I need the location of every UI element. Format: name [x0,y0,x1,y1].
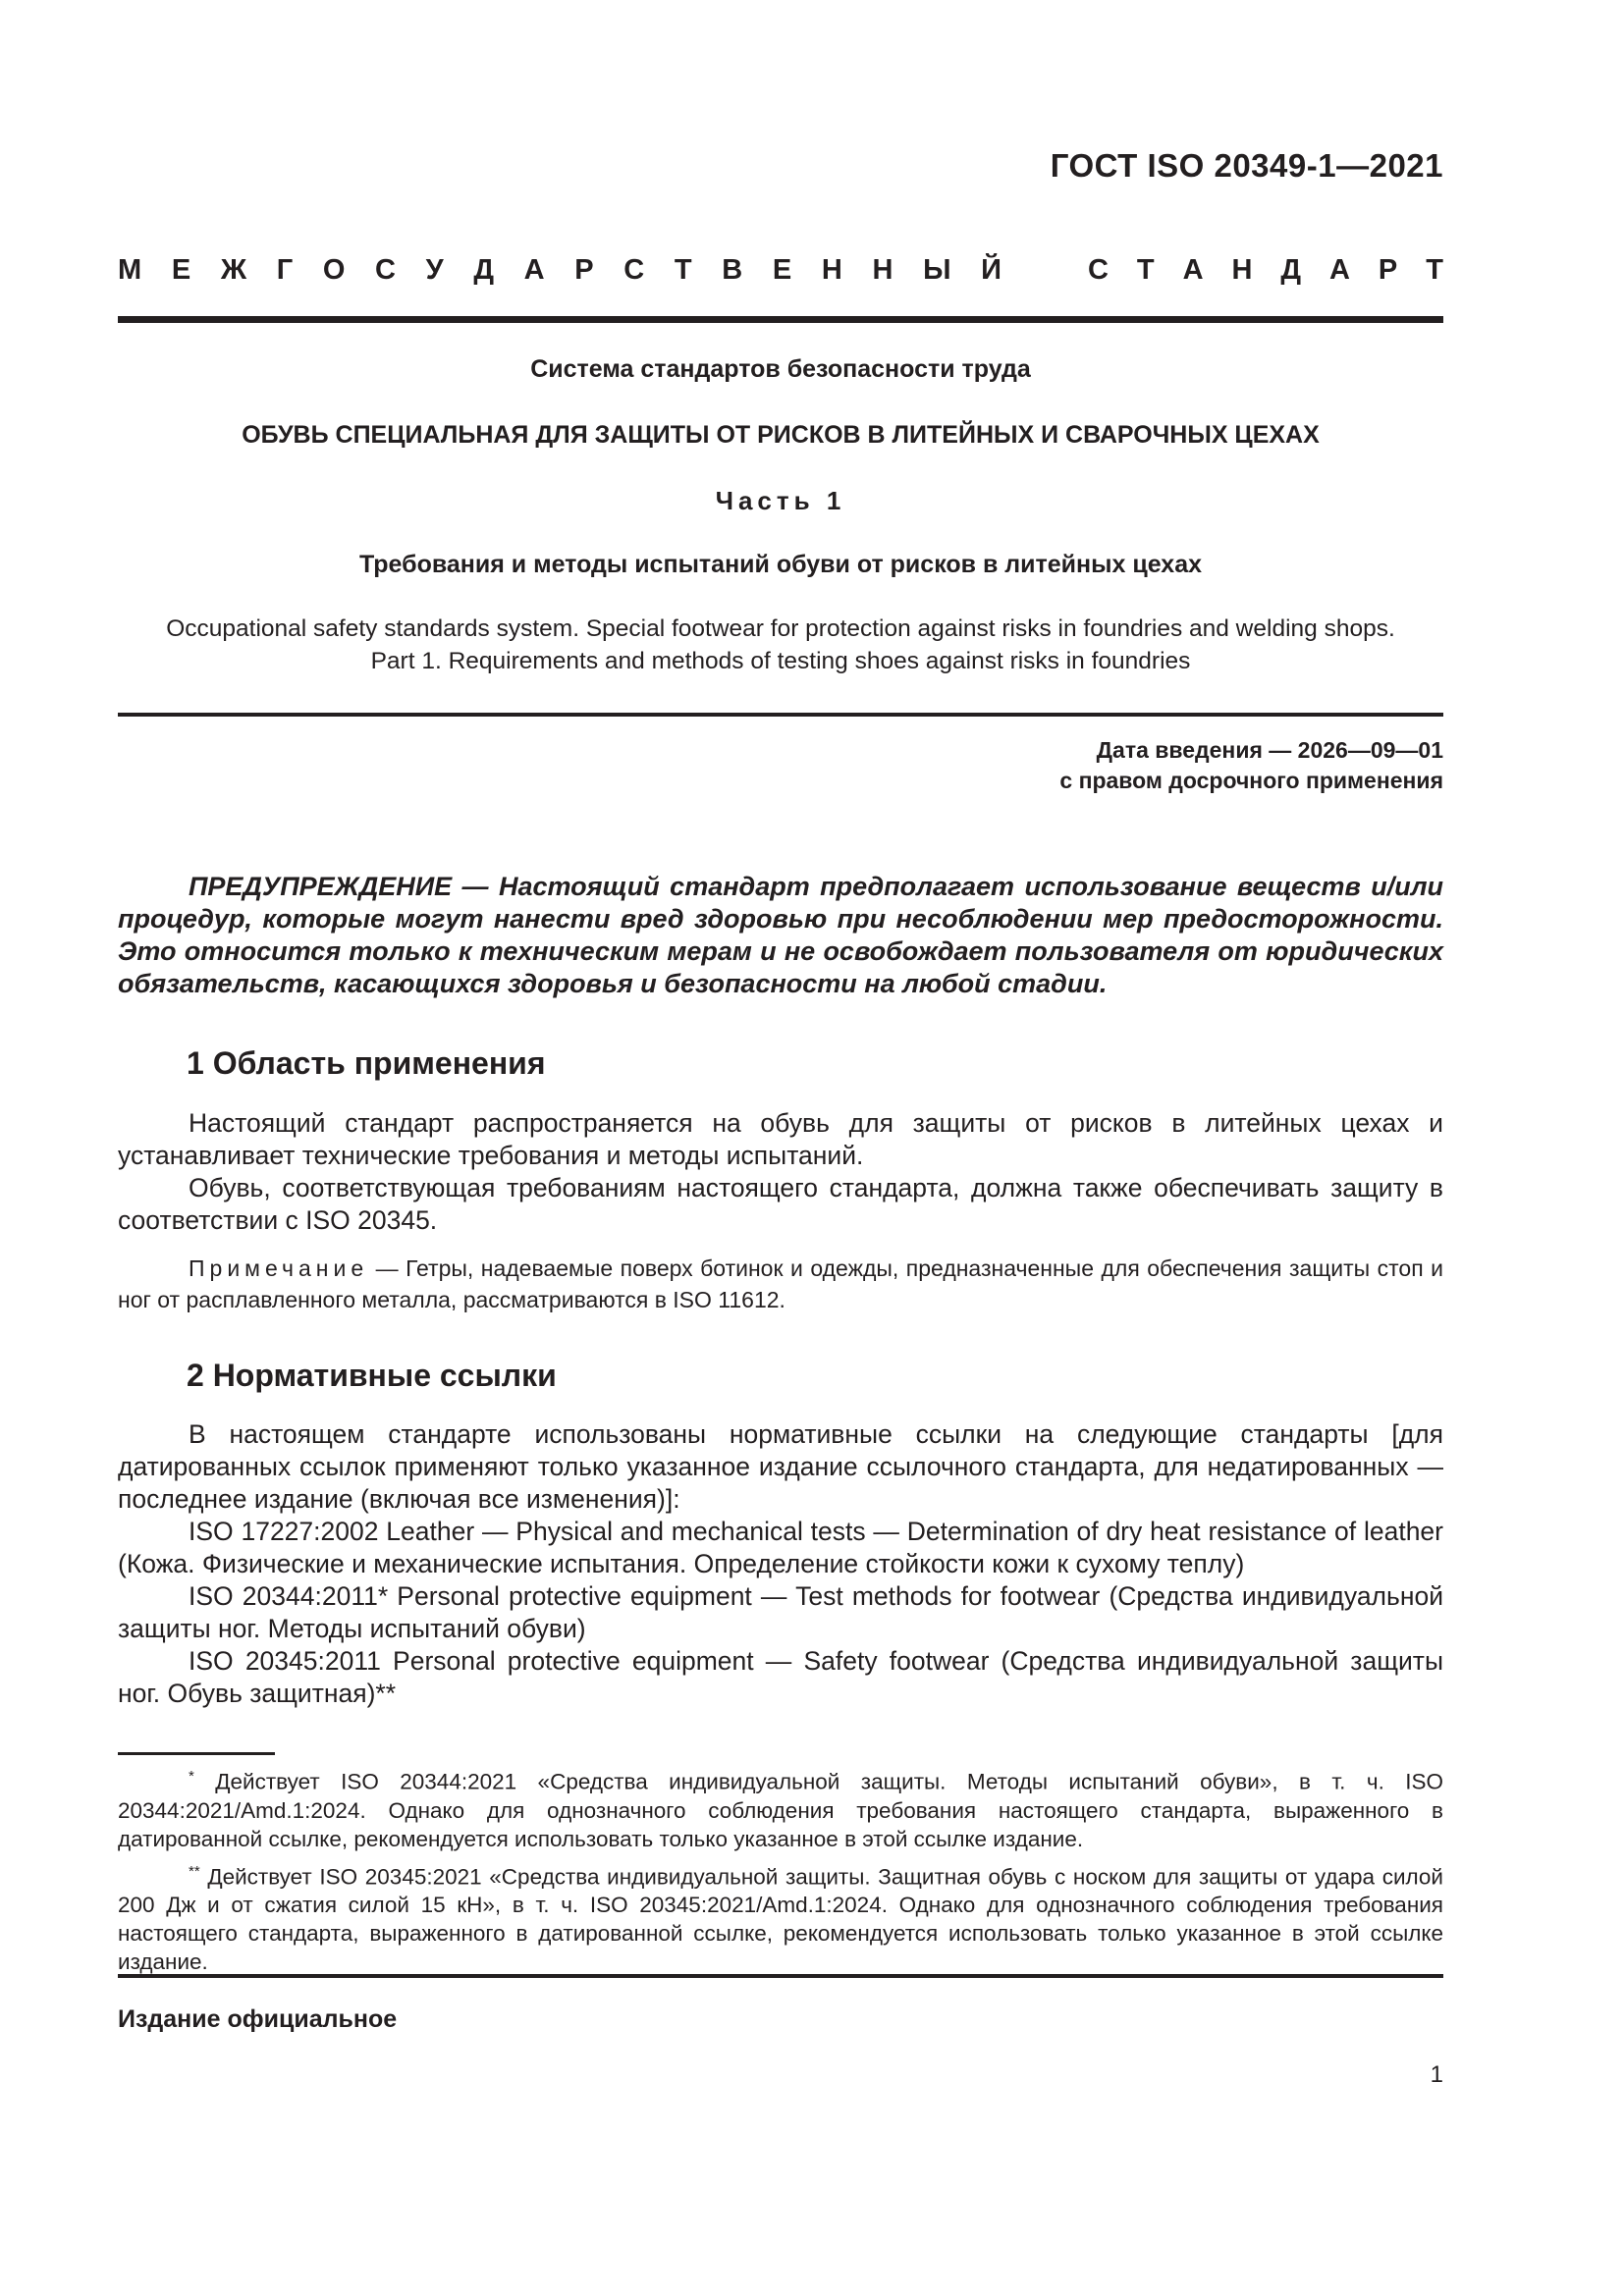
banner-letter: С [623,254,645,286]
banner-letter: Н [821,254,842,286]
section-1-paragraph-2: Обувь, соответствующая требованиям настоящего стандарта, должна также обеспечивать защиту в соответствии с ISO 20345. [118,1173,1443,1235]
banner-letter: Е [772,254,792,286]
interstate-standard-banner [118,254,1443,287]
banner-letter: Г [276,254,294,286]
banner-letter: Д [473,254,495,286]
banner-letter: Т [674,254,692,286]
banner-letter: А [1329,254,1350,286]
introduction-date-line2: с правом досрочного применения [1059,768,1443,793]
section-1-paragraph-1: Настоящий стандарт распространяется на обувь для защиты от рисков в литейных цехах и устанавливает технические требования и методы испытаний. [118,1108,1443,1170]
footnote-1-mark: * [189,1768,194,1785]
footer-rule [118,1974,1443,1978]
footnote-separator [118,1752,275,1755]
series-title: Система стандартов безопасности труда [530,355,1031,383]
english-title [118,613,1443,677]
banner-word-interstate [118,254,1001,287]
english-title-line1: Occupational safety standards system. Special footwear for protection against risks in foundries and welding shops. [166,615,1395,642]
footnote-2-text: Действует ISO 20345:2021 «Средства индивидуальной защиты. Защитная обувь с носком для защиты от удара силой 200 Дж и от сжатия силой 15 кН», в т. ч. ISO 20345:2021/Amd.1:2024. Однако для однозначного соблюдения требования настоящего стандарта, выраженного в датированной ссылке, рекомендуется использовать только указанное в этой ссылке издание. [118,1864,1443,1974]
banner-letter: С [375,254,396,286]
section-1-body [118,1107,1443,1237]
warning-paragraph: ПРЕДУПРЕЖДЕНИЕ — Настоящий стандарт предполагает использование веществ и/или процедур, которые могут нанести вред здоровью при несоблюдении мер предосторожности. Это относится только к техническим мерам и не освобождает пользователя от юридических обязательств, касающихся здоровья и безопасности на любой стадии. [118,872,1443,998]
title-rule [118,713,1443,717]
official-edition-label: Издание официальное [118,2005,398,2033]
section-2-body [118,1418,1443,1710]
banner-letter: В [722,254,743,286]
footnotes [118,1762,1443,1976]
part-title: Часть 1 [715,486,846,515]
introduction-date [884,735,1443,796]
banner-letter: Р [574,254,594,286]
reference-iso-20345: ISO 20345:2011 Personal protective equipment — Safety footwear (Средства индивидуальной защиты ног. Обувь защитная)** [118,1646,1443,1708]
banner-letter: Е [171,254,191,286]
banner-letter: А [1182,254,1204,286]
page-number: 1 [1430,2061,1443,2088]
section-1-heading: 1 Область применения [187,1045,546,1081]
banner-letter: А [523,254,545,286]
footnote-2-mark: ** [189,1862,200,1880]
banner-letter: Т [1136,254,1155,286]
banner-letter: Т [1426,254,1443,286]
banner-letter: Ы [923,254,951,286]
banner-letter: Й [981,254,1001,286]
section-2-paragraph-1: В настоящем стандарте использованы нормативные ссылки на следующие стандарты [для датированных ссылок применяют только указанное издание ссылочного стандарта, для недатированных — последнее издание (включая все изменения)]: [118,1419,1443,1514]
header-rule [118,316,1443,323]
section-2-heading: 2 Нормативные ссылки [187,1358,557,1393]
banner-word-standard [1088,254,1443,287]
banner-letter: Н [872,254,893,286]
footnote-1-text: Действует ISO 20344:2021 «Средства индивидуальной защиты. Методы испытаний обуви», в т. ч. ISO 20344:2021/Amd.1:2024. Однако для однозначного соблюдения требования настоящего стандарта, выраженного в датированной ссылке, рекомендуется использовать только указанное в этой ссылке издание. [118,1769,1443,1851]
banner-letter: Д [1280,254,1302,286]
banner-letter: У [425,254,444,286]
banner-letter: С [1088,254,1109,286]
section-1-note [118,1253,1443,1315]
subtitle: Требования и методы испытаний обуви от рисков в литейных цехах [358,551,1203,578]
introduction-date-line1: Дата введения — 2026—09—01 [1096,737,1443,763]
banner-letter: Ж [220,254,247,286]
reference-iso-17227: ISO 17227:2002 Leather — Physical and mechanical tests — Determination of dry heat resistance of leather (Кожа. Физические и механические испытания. Определение стойкости кожи к сухому теплу) [118,1517,1443,1578]
reference-iso-20344: ISO 20344:2011* Personal protective equipment — Test methods for footwear (Средства индивидуальной защиты ног. Методы испытаний обуви) [118,1581,1443,1643]
banner-letter: Н [1231,254,1253,286]
banner-letter: М [118,254,142,286]
banner-letter: О [322,254,346,286]
standard-code: ГОСТ ISO 20349-1—2021 [1050,147,1443,184]
note-text: — Гетры, надеваемые поверх ботинок и одежды, предназначенные для обеспечения защиты стоп и ног от расплавленного металла, рассматриваются в ISO 11612. [118,1255,1443,1312]
note-label: Примечание [189,1255,369,1281]
english-title-line2: Part 1. Requirements and methods of testing shoes against risks in foundries [370,648,1191,674]
main-title: ОБУВЬ СПЕЦИАЛЬНАЯ ДЛЯ ЗАЩИТЫ ОТ РИСКОВ В ЛИТЕЙНЫХ И СВАРОЧНЫХ ЦЕХАХ [242,421,1320,449]
footnote-2 [118,1857,1443,1977]
footnote-1 [118,1762,1443,1853]
banner-letter: Р [1378,254,1398,286]
